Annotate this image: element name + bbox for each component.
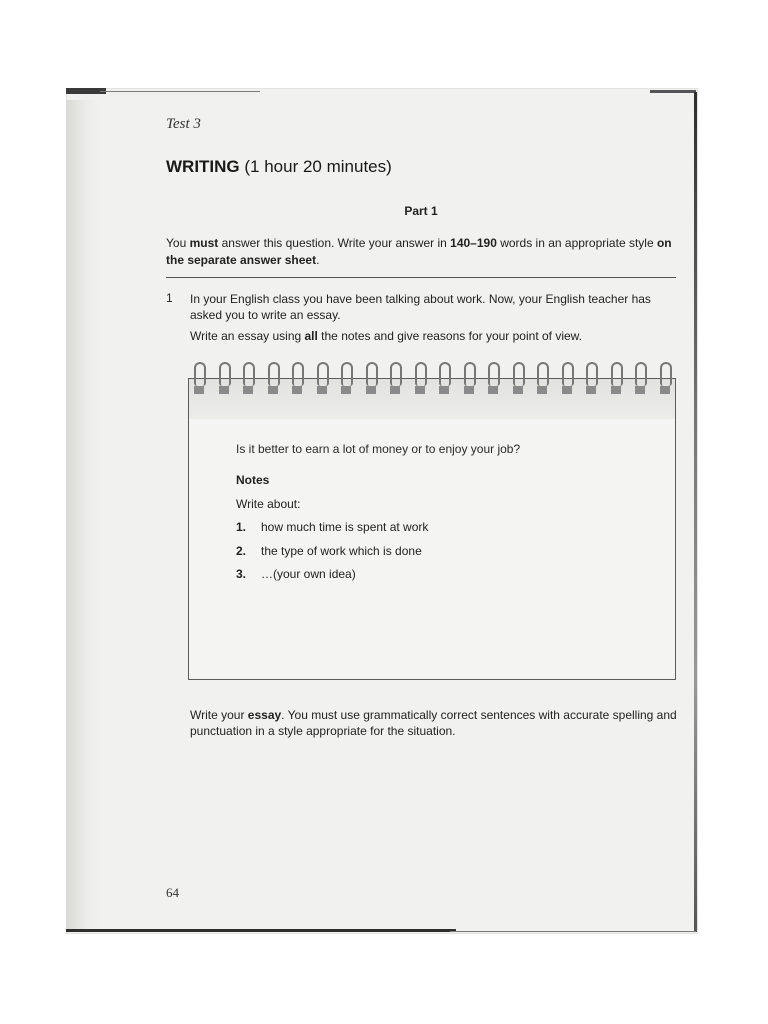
page-edge-bottom-line	[450, 931, 696, 932]
spiral-ring-icon	[365, 362, 377, 398]
q-instr-text: the notes and give reasons for your point of view.	[317, 329, 583, 343]
section-title	[166, 157, 392, 177]
q-instr-text: Write an essay using	[190, 329, 305, 343]
write-about-label: Write about:	[236, 497, 301, 511]
spiral-ring-icon	[414, 362, 426, 398]
section-title-bold: WRITING	[166, 157, 240, 176]
note-number: 2.	[236, 544, 247, 558]
spiral-ring-icon	[585, 362, 597, 398]
spiral-ring-icon	[267, 362, 279, 398]
instr-text: answer this question. Write your answer in	[218, 236, 451, 250]
spiral-ring-icon	[218, 362, 230, 398]
question-instruction	[190, 329, 678, 343]
closing-emphasis-essay: essay	[247, 708, 282, 722]
instructions-paragraph	[166, 235, 678, 269]
page-edge-top-line	[100, 91, 260, 92]
page-edge-right-top	[650, 90, 696, 93]
divider-rule	[166, 277, 676, 278]
closing-text: . You must use grammatically correct sentences with accurate spelling and punctuation in a style appropriate for the situation.	[190, 708, 677, 738]
instr-text: .	[316, 253, 320, 267]
spiral-ring-icon	[512, 362, 524, 398]
section-title-duration: (1 hour 20 minutes)	[239, 157, 392, 176]
note-text: the type of work which is done	[261, 544, 422, 558]
spiral-ring-icon	[438, 362, 450, 398]
closing-instruction	[190, 707, 678, 739]
spiral-ring-icon	[242, 362, 254, 398]
page-edge-right	[694, 92, 697, 932]
spiral-ring-icon	[536, 362, 548, 398]
closing-text: Write your	[190, 708, 248, 722]
spiral-ring-icon	[634, 362, 646, 398]
instr-emphasis-wordcount: 140–190	[450, 236, 497, 250]
spiral-ring-icon	[561, 362, 573, 398]
instr-text: You	[166, 236, 190, 250]
notepad-spiral-rings	[193, 362, 671, 398]
q-instr-emphasis-all: all	[304, 329, 318, 343]
spiral-ring-icon	[340, 362, 352, 398]
note-number: 1.	[236, 520, 247, 534]
spiral-ring-icon	[487, 362, 499, 398]
page-number: 64	[166, 885, 179, 900]
note-item	[236, 520, 428, 534]
instr-text: words in an appropriate style	[496, 236, 657, 250]
instr-emphasis-answer-sheet: on the separate answer sheet	[166, 236, 672, 267]
part-heading: Part 1	[404, 204, 438, 218]
spiral-ring-icon	[193, 362, 205, 398]
spiral-ring-icon	[610, 362, 622, 398]
note-item	[236, 544, 422, 558]
instr-emphasis-must: must	[189, 236, 219, 250]
spiral-ring-icon	[659, 362, 671, 398]
note-number: 3.	[236, 567, 247, 581]
notes-heading: Notes	[236, 473, 270, 487]
spiral-ring-icon	[463, 362, 475, 398]
question-text: In your English class you have been talking about work. Now, your English teacher has asked you to write an essay.	[190, 292, 651, 322]
spiral-ring-icon	[316, 362, 328, 398]
notepad-question: Is it better to earn a lot of money or to enjoy your job?	[236, 442, 521, 456]
spiral-ring-icon	[291, 362, 303, 398]
test-label: Test 3	[166, 116, 201, 132]
page-gutter-shadow	[66, 100, 100, 930]
note-text: how much time is spent at work	[261, 520, 429, 534]
spiral-ring-icon	[389, 362, 401, 398]
note-text: …(your own idea)	[261, 567, 356, 581]
page-edge-bottom	[66, 929, 456, 932]
note-item	[236, 567, 356, 581]
question-number: 1	[166, 291, 173, 305]
